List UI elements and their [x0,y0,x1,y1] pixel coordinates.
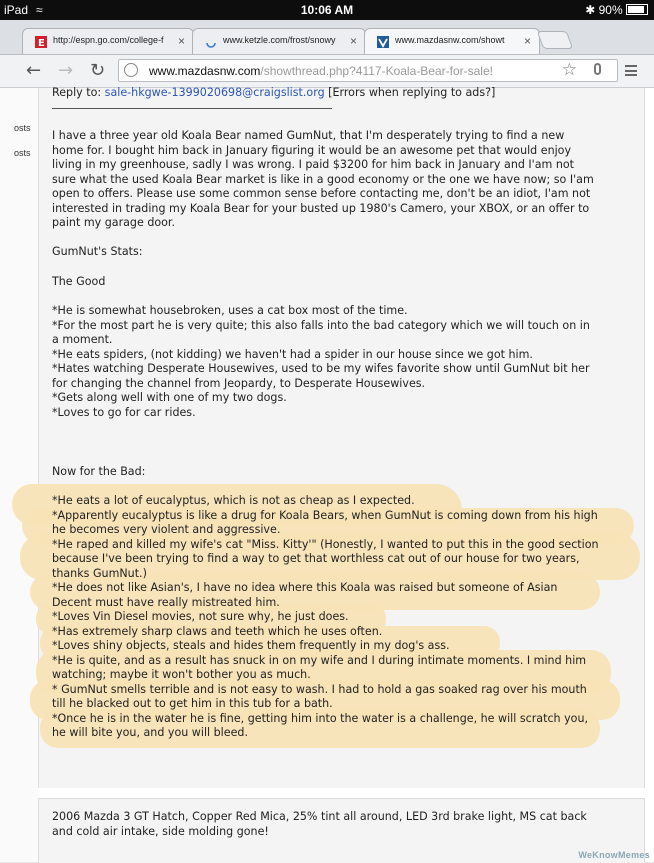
tab-label: www.ketzle.com/frost/snowy [223,35,336,45]
close-tab-icon[interactable]: × [177,34,185,48]
intro-line: sure what the used Koala Bear market is like in a good economy or the one we have now; so I'am [52,172,594,186]
forward-arrow-icon[interactable]: → [58,60,74,81]
tab-label: http://espn.go.com/college-f [53,35,164,45]
reload-icon[interactable]: ↻ [90,60,106,81]
new-tab-button[interactable] [537,31,574,49]
good-line: *For the most part he is very quite; this also falls into the bad category which we will touch on in [52,318,590,332]
close-tab-icon[interactable]: × [523,34,531,48]
sidebar-label: osts [14,123,31,133]
good-line: *He is somewhat housebroken, uses a cat box most of the time. [52,304,408,317]
good-line: *Hates watching Desperate Housewives, used to be my wifes favorite show until GumNut bit her [52,362,590,375]
good-line: a moment. [52,333,113,346]
signature-line: 2006 Mazda 3 GT Hatch, Copper Red Mica, 25% tint all around, LED 3rd brake light, MS cat back [52,810,587,823]
good-line: for changing the channel from Jeopardy, to Desperate Housewives. [52,376,426,390]
bad-line: *He raped and killed my wife's cat "Miss. Kitty'" (Honestly, I wanted to put this in the good section [52,537,599,551]
status-time: 10:06 AM [300,3,354,17]
mazdasnw-favicon-icon [377,36,389,48]
intro-line: open to offers. Please use some common sense before contacting me, don't be an idiot, I'am not [52,187,591,200]
bookmark-star-icon[interactable]: ☆ [561,60,577,79]
bad-line: *He does not like Asian's, I have no idea where this Koala was raised but someone of Asian [52,581,558,594]
reply-email-link[interactable]: sale-hkgwe-1399020698@craigslist.org [104,86,325,99]
bad-line: he becomes very violent and aggressive. [52,523,281,536]
address-bar[interactable] [118,59,618,82]
sidebar-label: osts [14,148,31,158]
microphone-icon[interactable] [594,63,601,75]
bluetooth-icon: ✱ [585,3,596,17]
good-line: *Gets along well with one of my two dogs. [52,391,287,404]
divider [52,108,332,109]
tab-label: www.mazdasnw.com/showt [395,35,505,45]
bad-line: *He is quite, and as a result has snuck in on my wife and I during intimate moments. I mind him [52,653,587,667]
intro-line: paint my garage door. [52,216,176,229]
intro-line: I have a three year old Koala Bear named GumNut, that I'm desperately trying to find a new [52,129,565,142]
good-heading: The Good [52,275,106,288]
bad-line: because I've been trying to find a way to get that worthless cat out of our house for two years, [52,552,580,565]
battery-percent: 90% [598,3,623,17]
wifi-icon: ≈ [36,3,43,17]
bad-line: *Once he is in the water he is fine, getting him into the water is a challenge, he will scratch you, [52,711,589,725]
bad-line: *Loves Vin Diesel movies, not sure why, he just does. [52,610,349,623]
intro-line: home for. I bought him back in January figuring it would be an awesome pet that would enjoy [52,143,572,157]
signature-line: and cold air intake, side molding gone! [52,824,269,838]
close-tab-icon[interactable]: × [349,34,357,48]
watermark: WeKnowMemes [578,850,650,860]
bad-line: Decent must have really mistreated him. [52,595,280,609]
device-label: iPad [4,3,29,17]
status-right [585,3,648,17]
bad-heading: Now for the Bad: [52,465,146,478]
stats-heading: GumNut's Stats: [52,245,143,258]
page-content [0,88,654,862]
bad-line: *He eats a lot of eucalyptus, which is not as cheap as I expected. [52,494,415,507]
loading-spinner-icon [205,36,217,48]
bad-line: *Loves shiny objects, steals and hides them frequently in my dog's ass. [52,639,450,652]
back-arrow-icon[interactable]: ← [26,60,42,81]
reply-to-line: Reply to: sale-hkgwe-1399020698@craigslist.org [Errors when replying to ads?] [52,86,496,99]
bad-line: till he blacked out to get him in this tub for a bath. [52,697,333,710]
forum-sidebar [0,88,38,862]
tab-espn[interactable] [22,28,194,54]
tab-ketzle[interactable] [192,28,366,54]
tab-mazdasnw[interactable] [364,28,540,54]
espn-favicon-icon [35,36,47,48]
status-bar [0,0,654,20]
intro-line: living in my greenhouse, sadly I was wrong. I paid $3200 for him back in January and I'am not [52,158,575,171]
good-line: *He eats spiders, (not kidding) we haven't had a spider in our house since we got him. [52,347,533,361]
tab-strip [0,20,654,55]
battery-icon [626,4,648,15]
bad-line: *Has extremely sharp claws and teeth which he uses often. [52,624,383,638]
intro-line: interested in trading my Koala Bear for your busted up 1980's Camero, your XBOX, or an offer to [52,201,590,215]
bad-line: *Apparently eucalyptus is like a drug for Koala Bears, when GumNut is coming down from his high [52,508,598,522]
svg-text:E: E [38,38,45,48]
reply-errors-link[interactable]: [Errors when replying to ads?] [328,86,496,99]
good-line: *Loves to go for car rides. [52,405,196,419]
browser-toolbar [0,55,654,88]
address-url: www.mazdasnw.com/showthread.php?4117-Koala-Bear-for-sale! [149,64,493,78]
bad-line: thanks GumNut.) [52,566,147,580]
bad-line: watching; maybe it won't bother you as much. [52,668,311,681]
bad-line: * GumNut smells terrible and is not easy to wash. I had to hold a gas soaked rag over his mouth [52,682,587,696]
bad-line: he will bite you, and you will bleed. [52,726,248,739]
menu-icon[interactable] [625,65,637,76]
page-icon [124,63,138,77]
